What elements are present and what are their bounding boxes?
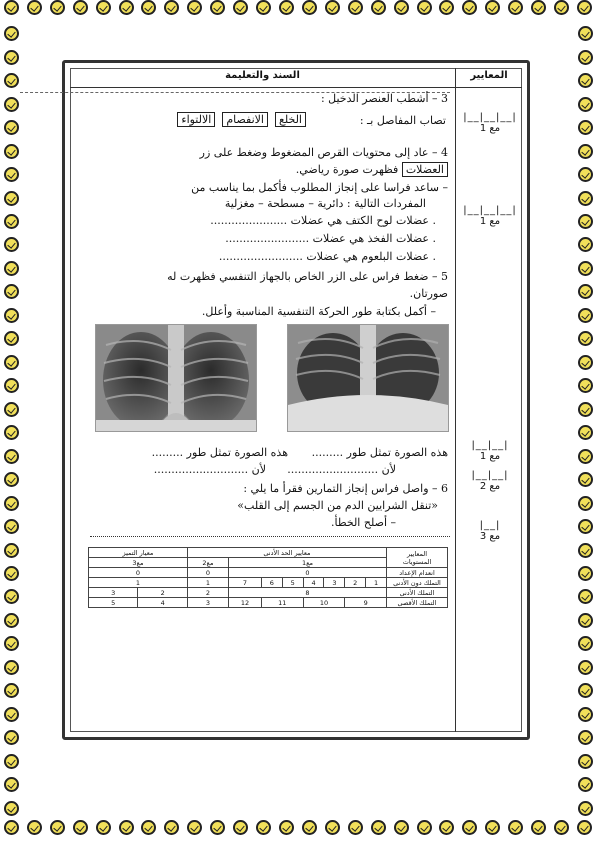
border-ring-icon [417,820,432,835]
criteria-block-1 [460,112,520,134]
c2-header: مع2 [187,558,228,568]
border-ring-icon [73,0,88,15]
table-cell: 0 [89,568,188,578]
border-ring-icon [578,378,593,393]
border-ring-icon [531,820,546,835]
criteria-label: مع 1 [479,123,501,134]
table-cell: 6 [261,578,282,588]
q6-line1: 6 – واصل فراس إنجاز التمارين فقرأ ما يلي : [243,482,448,495]
c3-header: مع3 [89,558,188,568]
border-ring-icon [4,355,19,370]
because-left: لأن ........................... [153,463,266,476]
border-ring-icon [578,754,593,769]
border-ring-icon [27,0,42,15]
border-ring-icon [187,0,202,15]
border-ring-icon [578,97,593,112]
option-box[interactable]: الانفصام [222,112,268,127]
border-ring-icon [4,144,19,159]
criteria-block-2 [460,205,520,227]
row-label: التملك الأدنى [387,588,448,598]
border-ring-icon [4,237,19,252]
table-cell: 2 [187,588,228,598]
border-ring-icon [4,261,19,276]
border-ring-icon [4,449,19,464]
border-ring-icon [578,402,593,417]
caption-right: هذه الصورة تمثل طور ......... [311,446,448,459]
table-cell: 8 [229,588,387,598]
table-cell: 4 [138,598,187,608]
border-ring-icon [233,0,248,15]
table-cell: 0 [229,568,387,578]
border-ring-icon [96,0,111,15]
table-title: المعايير [406,549,428,558]
border-ring-icon [4,636,19,651]
border-ring-icon [210,0,225,15]
border-ring-icon [4,331,19,346]
table-cell: 11 [261,598,303,608]
border-ring-icon [4,519,19,534]
border-ring-icon [256,0,271,15]
criteria-label: مع 3 [479,531,501,542]
border-ring-icon [4,496,19,511]
border-ring-icon [302,820,317,835]
table-cell: 1 [366,578,387,588]
border-ring-icon [119,0,134,15]
border-ring-icon [4,167,19,182]
border-ring-icon [485,820,500,835]
table-row [89,578,448,588]
border-ring-icon [578,496,593,511]
border-ring-icon [578,355,593,370]
border-ring-icon [141,0,156,15]
criteria-block-5 [460,520,520,542]
table-title-cell [387,548,448,568]
border-ring-icon [73,820,88,835]
border-ring-icon [4,566,19,581]
border-ring-icon [4,425,19,440]
border-ring-icon [578,167,593,182]
border-ring-icon [578,308,593,323]
column-divider [455,68,456,732]
border-ring-icon [4,50,19,65]
border-ring-icon [578,543,593,558]
border-ring-icon [4,801,19,816]
option-box[interactable]: الالتواء [177,112,215,127]
border-ring-icon [578,191,593,206]
border-ring-icon [371,0,386,15]
because-right: لأن .......................... [287,463,396,476]
border-ring-icon [50,0,65,15]
border-ring-icon [210,820,225,835]
border-ring-icon [119,820,134,835]
border-ring-icon [578,660,593,675]
border-ring-icon [462,820,477,835]
border-ring-icon [578,50,593,65]
border-ring-icon [4,589,19,604]
q6-line2: «تنقل الشرايين الدم من الجسم إلى القلب» [237,499,438,512]
score-slots: |__|__| [471,440,509,451]
border-ring-icon [554,820,569,835]
table-cell: 5 [282,578,303,588]
q4-item: . عضلات البلعوم هي عضلات ........................ [218,250,436,263]
main-column-title: السند والتعليمة [225,70,300,81]
q3-options [177,113,306,126]
header-row [70,68,522,88]
border-ring-icon [578,449,593,464]
table-cell: 3 [324,578,345,588]
border-bottom [0,820,596,842]
border-ring-icon [578,237,593,252]
border-ring-icon [4,543,19,558]
excellence-header: معيار التميز [89,548,188,558]
table-cell: 4 [303,578,324,588]
border-ring-icon [554,0,569,15]
border-ring-icon [577,820,592,835]
q5-line2: صورتان. [409,287,448,300]
q4-line3: – ساعد فراسا على إنجاز المطلوب فأكمل بما يناسب من [191,181,448,194]
border-ring-icon [4,214,19,229]
border-ring-icon [4,284,19,299]
border-ring-icon [325,0,340,15]
border-ring-icon [394,0,409,15]
border-ring-icon [578,683,593,698]
table-subtitle: المستويات [402,557,432,566]
q4-line2-rest: فظهرت صورة رياضي. [295,163,399,176]
table-header-row [89,548,448,558]
border-ring-icon [578,261,593,276]
caption-left: هذه الصورة تمثل طور ......... [151,446,288,459]
border-ring-icon [348,820,363,835]
border-ring-icon [325,820,340,835]
table-cell: 2 [138,588,187,598]
border-ring-icon [578,777,593,792]
score-slots: |__|__|__| [463,205,517,216]
table-row [89,598,448,608]
border-ring-icon [50,820,65,835]
min-criteria-header: معايير الحد الأدنى [187,548,386,558]
q3-title: 3 – أشطب العنصر الدخيل : [320,92,448,105]
border-ring-icon [4,730,19,745]
border-left [0,22,22,820]
border-ring-icon [578,284,593,299]
table-cell: 9 [345,598,387,608]
table-cell: 1 [187,578,228,588]
table-cell: 2 [345,578,366,588]
row-label: التملك الأقصى [387,598,448,608]
q5-line3: – أكمل بكتابة طور الحركة التنفسية المناسبة وأعلل. [201,305,436,318]
border-ring-icon [439,820,454,835]
border-ring-icon [4,191,19,206]
border-ring-icon [4,378,19,393]
q4-item: . عضلات لوح الكتف هي عضلات ...................... [210,214,436,227]
criteria-label: مع 2 [479,481,501,492]
border-ring-icon [578,425,593,440]
border-ring-icon [4,683,19,698]
border-ring-icon [531,0,546,15]
border-ring-icon [578,613,593,628]
border-ring-icon [394,820,409,835]
table-cell: 3 [89,588,138,598]
muscles-button-label: العضلات [402,162,448,177]
q4-item: . عضلات الفخذ هي عضلات ........................ [225,232,436,245]
border-right [574,22,596,820]
table-row [89,568,448,578]
score-slots: |__|__|__| [463,112,517,123]
border-ring-icon [187,820,202,835]
criteria-label: مع 1 [479,216,501,227]
row-label: انعدام الإعداد [387,568,448,578]
border-ring-icon [4,308,19,323]
border-ring-icon [4,472,19,487]
table-cell: 3 [187,598,228,608]
border-ring-icon [578,144,593,159]
q5-line1: 5 – ضغط فراس على الزر الخاص بالجهاز التنفسي فظهرت له [167,270,448,283]
border-ring-icon [4,0,19,15]
border-ring-icon [279,0,294,15]
border-ring-icon [4,707,19,722]
border-ring-icon [578,589,593,604]
criteria-block-3 [460,440,520,462]
option-box[interactable]: الخلع [275,112,306,127]
table-cell: 12 [229,598,262,608]
xray-image-left [95,324,257,432]
border-ring-icon [417,0,432,15]
border-ring-icon [164,820,179,835]
table-cell: 5 [89,598,138,608]
table-cell: 0 [187,568,228,578]
border-ring-icon [27,820,42,835]
criteria-block-4 [460,470,520,492]
border-ring-icon [302,0,317,15]
border-ring-icon [439,0,454,15]
border-ring-icon [578,519,593,534]
table-cell: 1 [89,578,188,588]
border-ring-icon [4,97,19,112]
border-ring-icon [4,660,19,675]
border-ring-icon [578,214,593,229]
row-label: التملك دون الأدنى [387,578,448,588]
border-ring-icon [256,820,271,835]
criteria-column-title: المعايير [470,70,508,81]
q3-prompt: تصاب المفاصل بـ : [359,114,446,127]
border-ring-icon [578,73,593,88]
border-ring-icon [4,820,19,835]
q4-line4: المفردات التالية : دائرية – مسطحة – مغزلية [224,197,426,210]
border-ring-icon [4,120,19,135]
border-ring-icon [348,0,363,15]
q4-line1: 4 – عاد إلى محتويات القرص المضغوط وضغط على زر [199,146,448,159]
table-cell: 10 [303,598,345,608]
border-ring-icon [4,777,19,792]
border-ring-icon [233,820,248,835]
border-ring-icon [578,566,593,581]
border-ring-icon [4,73,19,88]
border-ring-icon [578,331,593,346]
border-ring-icon [4,754,19,769]
border-ring-icon [279,820,294,835]
border-ring-icon [577,0,592,15]
grading-table [88,547,448,608]
border-ring-icon [462,0,477,15]
border-ring-icon [578,636,593,651]
border-top [0,0,596,22]
border-ring-icon [485,0,500,15]
q4-line2 [296,163,448,176]
border-ring-icon [578,707,593,722]
table-row [89,588,448,598]
border-ring-icon [141,820,156,835]
table-cell: 7 [229,578,262,588]
score-slots: |__|__| [471,470,509,481]
border-ring-icon [578,801,593,816]
border-ring-icon [164,0,179,15]
border-ring-icon [578,472,593,487]
xray-image-right [287,324,449,432]
q6-line3: – أصلح الخطأ. [330,516,396,529]
border-ring-icon [508,820,523,835]
border-ring-icon [508,0,523,15]
border-ring-icon [371,820,386,835]
separator-dotted-line [90,536,450,537]
border-ring-icon [96,820,111,835]
border-ring-icon [4,402,19,417]
border-ring-icon [4,613,19,628]
c1-header: مع1 [229,558,387,568]
border-ring-icon [578,120,593,135]
border-ring-icon [4,26,19,41]
border-ring-icon [578,730,593,745]
criteria-label: مع 1 [479,451,501,462]
score-slots: |__| [479,520,501,531]
border-ring-icon [578,26,593,41]
